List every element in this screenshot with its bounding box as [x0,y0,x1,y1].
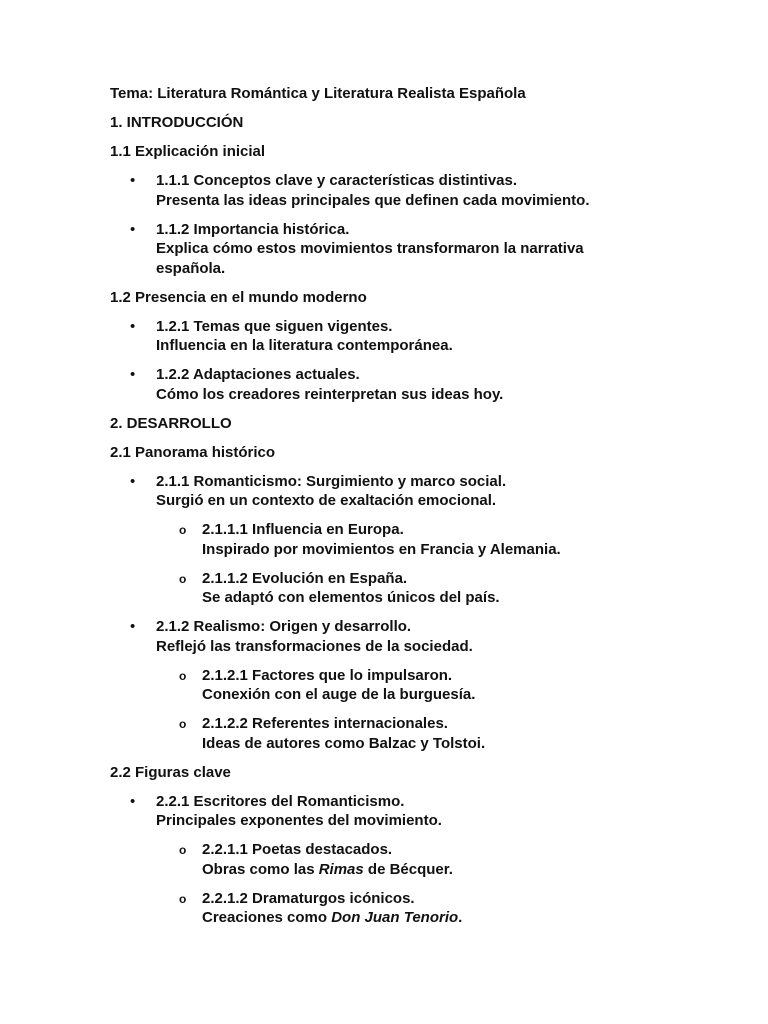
item-description: Surgió en un contexto de exaltación emocional. [156,492,497,509]
item-title: 1.2.1 Temas que siguen vigentes. [156,317,393,335]
item-description-continued: española. [156,259,226,277]
subsection-heading-explicacion: 1.1 Explicación inicial [110,143,266,160]
item-title: 2.1.2 Realismo: Origen y desarrollo. [156,618,412,635]
section-heading-desarrollo: 2. DESARROLLO [110,414,232,432]
bullet-icon: • [130,618,136,635]
item-description: Cómo los creadores reinterpretan sus ideas hoy. [156,385,504,403]
sub-list-item [110,666,730,705]
circle-bullet-icon: o [179,668,187,683]
sub-item-description: Ideas de autores como Balzac y Tolstoi. [202,734,486,752]
bullet-icon: • [130,792,136,810]
circle-bullet-icon: o [179,843,187,857]
item-title: 1.1.1 Conceptos clave y características distintivas. [156,172,518,189]
circle-bullet-icon: o [179,891,187,906]
item-description: Presenta las ideas principales que definen cada movimiento. [156,191,590,209]
list-item [110,365,730,404]
subsection-heading-figuras: 2.2 Figuras clave [110,763,231,781]
subsection-heading-panorama: 2.1 Panorama histórico [110,443,276,461]
circle-bullet-icon: o [179,717,187,731]
bullet-icon: • [130,172,136,189]
sub-item-description: Conexión con el auge de la burguesía. [202,686,476,703]
circle-bullet-icon: o [179,571,187,586]
sub-item-title: 2.2.1.2 Dramaturgos icónicos. [202,889,415,907]
sub-item-description [202,860,730,880]
bullet-icon: • [130,472,136,490]
sub-list-item [110,569,730,608]
list-item [110,171,730,210]
list-item [110,792,730,831]
sub-item-description: Inspirado por movimientos en Francia y Alemania. [202,540,561,558]
subsection-heading-mundo-moderno: 1.2 Presencia en el mundo moderno [110,288,367,306]
item-description: Principales exponentes del movimiento. [156,812,442,829]
sub-list-item [110,520,730,559]
list-item [110,317,730,356]
item-title: 2.1.1 Romanticismo: Surgimiento y marco social. [156,472,507,490]
work-title: Don Juan Tenorio [331,909,459,926]
sub-list-item [110,889,730,928]
desc-text: Obras como las [202,860,319,878]
circle-bullet-icon: o [179,523,187,537]
item-description: Reflejó las transformaciones de la sociedad. [156,637,473,655]
item-title: 2.2.1 Escritores del Romanticismo. [156,792,405,810]
bullet-icon: • [130,366,136,383]
sub-item-title: 2.1.1.1 Influencia en Europa. [202,521,404,538]
list-item [110,220,730,279]
item-description: Influencia en la literatura contemporánea. [156,337,453,354]
sub-item-title: 2.2.1.1 Poetas destacados. [202,841,393,858]
sub-item-title: 2.1.2.1 Factores que lo impulsaron. [202,666,453,684]
list-item [110,472,730,511]
sub-item-description: Se adaptó con elementos únicos del país. [202,589,500,606]
section-heading-introduccion: 1. INTRODUCCIÓN [110,114,244,131]
desc-text: Creaciones como [202,909,332,926]
sub-item-title: 2.1.2.2 Referentes internacionales. [202,715,448,732]
item-title: 1.1.2 Importancia histórica. [156,220,350,238]
document-title: Tema: Literatura Romántica y Literatura Realista Española [110,85,526,102]
desc-text: . [458,909,463,926]
desc-text: de Bécquer. [363,860,453,878]
work-title: Rimas [318,860,364,878]
item-title: 1.2.2 Adaptaciones actuales. [156,366,360,383]
sub-item-title: 2.1.1.2 Evolución en España. [202,569,408,587]
bullet-icon: • [130,317,136,335]
sub-item-description [202,908,730,928]
bullet-icon: • [130,220,136,238]
sub-list-item [110,714,730,753]
list-item [110,617,730,656]
document-page [110,84,730,937]
item-description: Explica cómo estos movimientos transformaron la narrativa [156,240,584,257]
sub-list-item [110,840,730,879]
